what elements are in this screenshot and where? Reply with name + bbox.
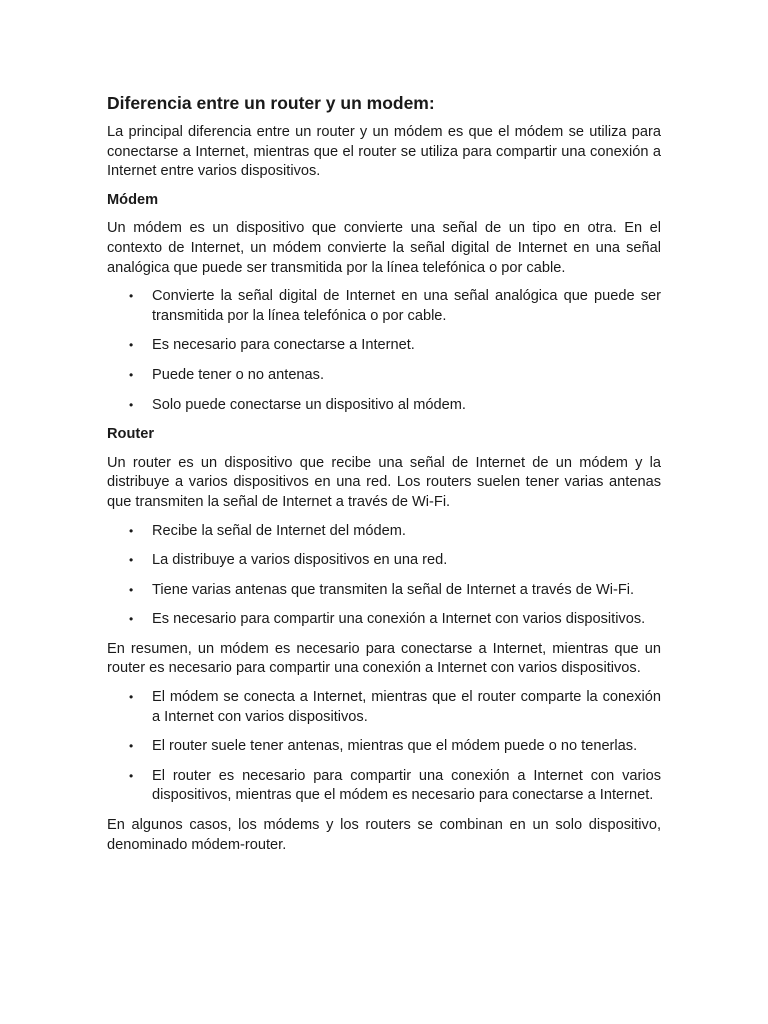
bullet-icon: •: [129, 367, 134, 382]
list-item: [107, 551, 661, 571]
closing-paragraph: En algunos casos, los módems y los routers se combinan en un solo dispositivo, denominado módem-router.: [107, 817, 661, 853]
list-item-text: Tiene varias antenas que transmiten la señal de Internet a través de Wi-Fi.: [152, 581, 635, 598]
list-item: [107, 688, 661, 727]
list-item: [107, 610, 661, 630]
list-item: [107, 396, 661, 416]
bullet-icon: •: [129, 739, 134, 754]
router-bullet-list: [107, 522, 661, 630]
bullet-icon: •: [129, 690, 134, 705]
modem-heading: Módem: [107, 191, 159, 208]
list-item-text: La distribuye a varios dispositivos en una red.: [152, 552, 448, 569]
intro-paragraph: La principal diferencia entre un router y un módem es que el módem se utiliza para conectarse a Internet, mientras que el router se utiliza para compartir una conexión a Internet entre varios dispositivos.: [107, 124, 661, 180]
list-item: [107, 737, 661, 757]
bullet-icon: •: [129, 553, 134, 568]
bullet-icon: •: [129, 582, 134, 597]
router-paragraph: Un router es un dispositivo que recibe una señal de Internet de un módem y la distribuye a varios dispositivos en una red. Los routers suelen tener varias antenas que transmiten la señal de Internet a través de Wi-Fi.: [107, 454, 661, 510]
bullet-icon: •: [129, 768, 134, 783]
list-item-text: El router suele tener antenas, mientras que el módem puede o no tenerlas.: [152, 738, 638, 755]
list-item-text: El router es necesario para compartir una conexión a Internet con varios dispositivos, mientras que el módem es necesario para conectarse a Internet.: [152, 767, 661, 804]
list-item-text: Es necesario para conectarse a Internet.: [152, 337, 415, 354]
bullet-icon: •: [129, 289, 134, 304]
summary-paragraph: En resumen, un módem es necesario para conectarse a Internet, mientras que un router es necesario para compartir una conexión a Internet con varios dispositivos.: [107, 640, 661, 677]
summary-bullet-list: [107, 688, 661, 806]
list-item-text: Recibe la señal de Internet del módem.: [152, 522, 406, 539]
list-item: [107, 287, 661, 326]
document-title: Diferencia entre un router y un modem:: [107, 93, 435, 113]
list-item-text: Solo puede conectarse un dispositivo al módem.: [152, 396, 466, 413]
document-page: [107, 92, 661, 864]
bullet-icon: •: [129, 338, 134, 353]
list-item-text: Convierte la señal digital de Internet en una señal analógica que puede ser transmitida por la línea telefónica o por cable.: [152, 288, 661, 324]
bullet-icon: •: [129, 523, 134, 538]
list-item-text: Es necesario para compartir una conexión a Internet con varios dispositivos.: [152, 611, 646, 628]
router-heading: Router: [107, 426, 155, 443]
modem-bullet-list: [107, 287, 661, 415]
list-item: [107, 767, 661, 806]
list-item: [107, 366, 661, 386]
list-item: [107, 522, 661, 542]
list-item-text: El módem se conecta a Internet, mientras que el router comparte la conexión a Internet con varios dispositivos.: [152, 689, 661, 725]
list-item-text: Puede tener o no antenas.: [152, 366, 325, 383]
bullet-icon: •: [129, 612, 134, 627]
modem-paragraph: Un módem es un dispositivo que convierte una señal de un tipo en otra. En el contexto de Internet, un módem convierte la señal digital de Internet en una señal analógica que puede ser transmitida por la línea telefónica o por cable.: [107, 220, 661, 276]
list-item: [107, 336, 661, 356]
bullet-icon: •: [129, 397, 134, 412]
list-item: [107, 581, 661, 601]
